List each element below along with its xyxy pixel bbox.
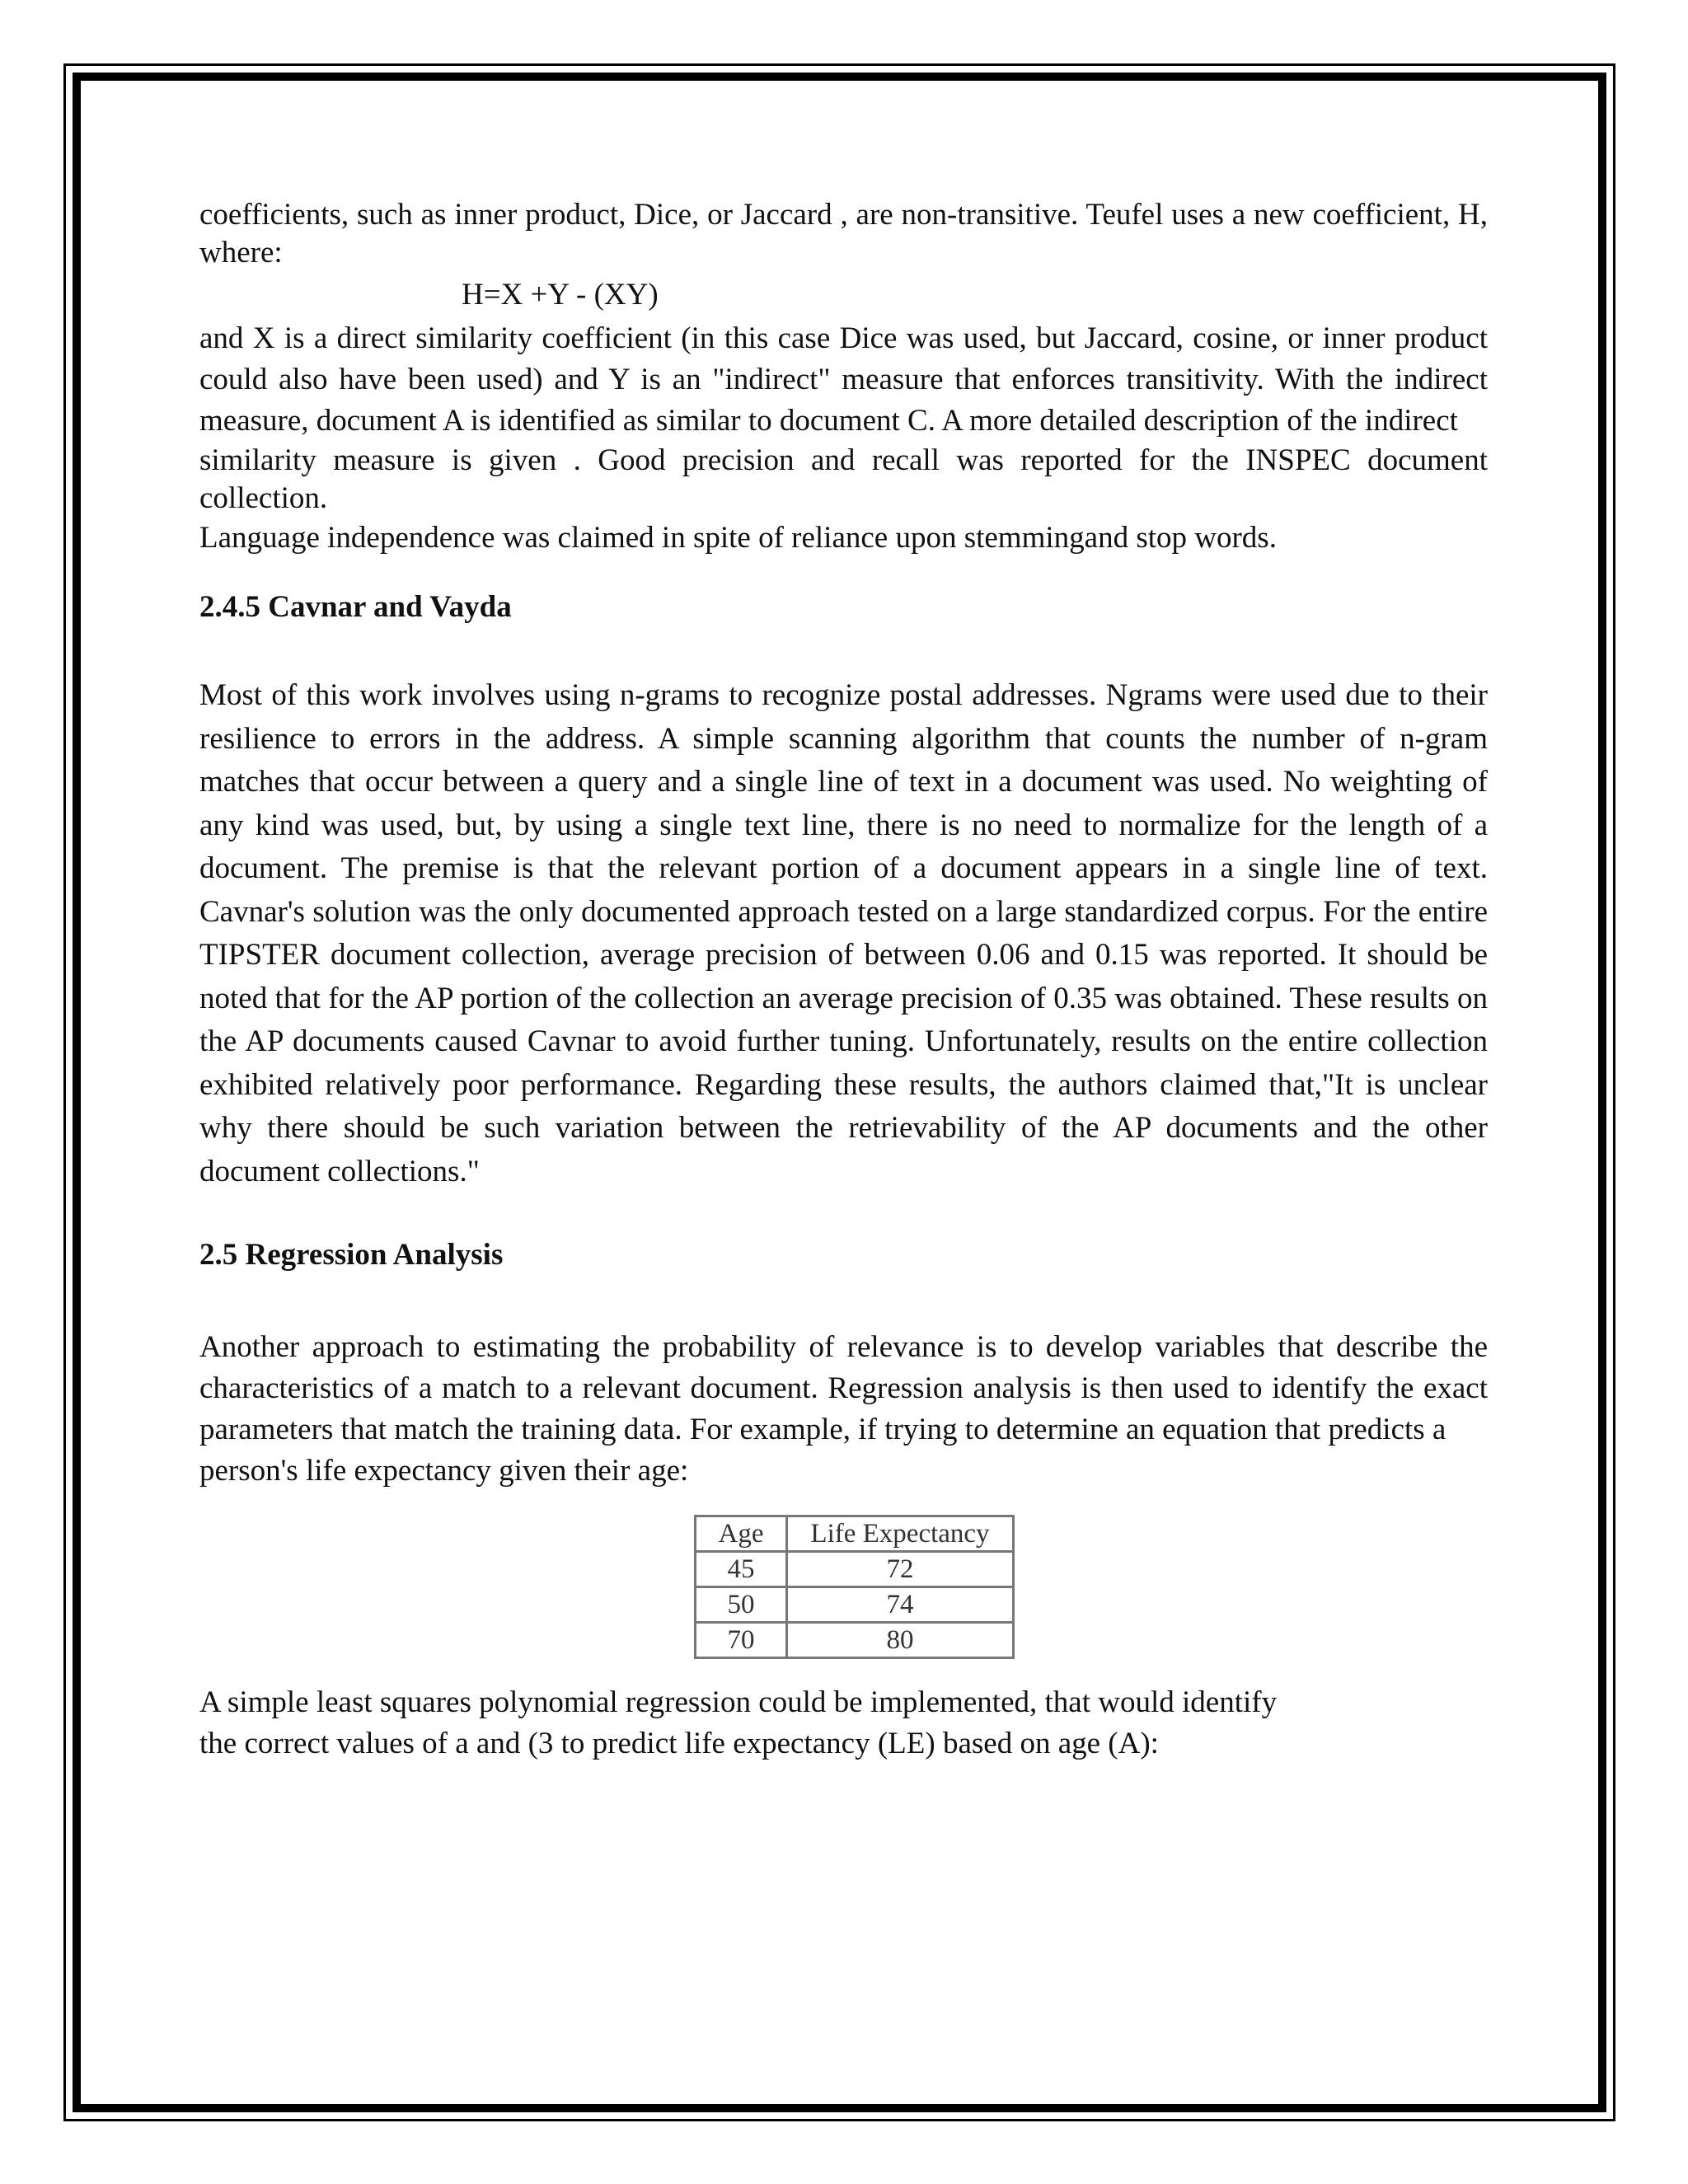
- table-header-age: Age: [696, 1516, 787, 1552]
- regression-paragraph-1: Another approach to estimating the probability of relevance is to develop variables that describe the characteristics of a match to a relevant document. Regression analysis is then used to identify the exact parameters that match the training data. For example, if trying to determine an equation that predicts a: [199, 1330, 1488, 1446]
- table-cell-age: 45: [696, 1552, 787, 1587]
- table-cell-life-expectancy: 72: [787, 1552, 1014, 1587]
- equation-h: H=X +Y - (XY): [462, 278, 659, 312]
- table-header-life-expectancy: Life Expectancy: [787, 1516, 1014, 1552]
- table-cell-age: 50: [696, 1587, 787, 1623]
- section-heading-cavnar-vayda: 2.4.5 Cavnar and Vayda: [199, 590, 512, 624]
- table-row: [696, 1623, 1014, 1658]
- page-content: [199, 196, 1488, 1765]
- closing-line-1: A simple least squares polynomial regression could be implemented, that would identify: [199, 1685, 1278, 1719]
- table-cell-age: 70: [696, 1623, 787, 1658]
- cavnar-vayda-paragraph: Most of this work involves using n-grams to recognize postal addresses. Ngrams were used due to their resilience to errors in the address. A simple scanning algorithm that counts the number of n-gram matches that occur between a query and a single line of text in a document was used. No weighting of any kind was used, but, by using a single text line, there is no need to normalize for the length of a document. The premise is that the relevant portion of a document appears in a single line of text. Cavnar's solution was the only documented approach tested on a large standardized corpus. For the entire TIPSTER document collection, average precision of between 0.06 and 0.15 was reported. It should be noted that for the AP portion of the collection an average precision of 0.35 was obtained. These results on the AP documents caused Cavnar to avoid further tuning. Unfortunately, results on the entire collection exhibited relatively poor performance. Regarding these results, the authors claimed that,"It is unclear why there should be such variation between the retrievability of the AP documents and the other document collections.": [199, 678, 1488, 1188]
- intro-paragraph-4: Language independence was claimed in spite of reliance upon stemmingand stop words.: [199, 521, 1277, 555]
- table-cell-life-expectancy: 74: [787, 1587, 1014, 1623]
- intro-paragraph-1: coefficients, such as inner product, Dice, or Jaccard , are non-transitive. Teufel uses a new coefficient, H, where:: [199, 198, 1488, 269]
- closing-line-2: the correct values of a and (3 to predict life expectancy (LE) based on age (A):: [199, 1727, 1159, 1760]
- table-header-row: [696, 1516, 1014, 1552]
- intro-paragraph-3: similarity measure is given . Good precision and recall was reported for the INSPEC document collection.: [199, 443, 1488, 515]
- table-row: [696, 1587, 1014, 1623]
- table-row: [696, 1552, 1014, 1587]
- regression-paragraph-2: person's life expectancy given their age:: [199, 1454, 689, 1488]
- intro-paragraph-2: and X is a direct similarity coefficient (in this case Dice was used, but Jaccard, cosine, or inner product could also have been used) and Y is an "indirect" measure that enforces transitivity. With the indirect measure, document A is identified as similar to document C. A more detailed description of the indirect: [199, 321, 1488, 438]
- section-heading-regression-analysis: 2.5 Regression Analysis: [199, 1238, 504, 1272]
- life-expectancy-table: [694, 1515, 1015, 1659]
- table-cell-life-expectancy: 80: [787, 1623, 1014, 1658]
